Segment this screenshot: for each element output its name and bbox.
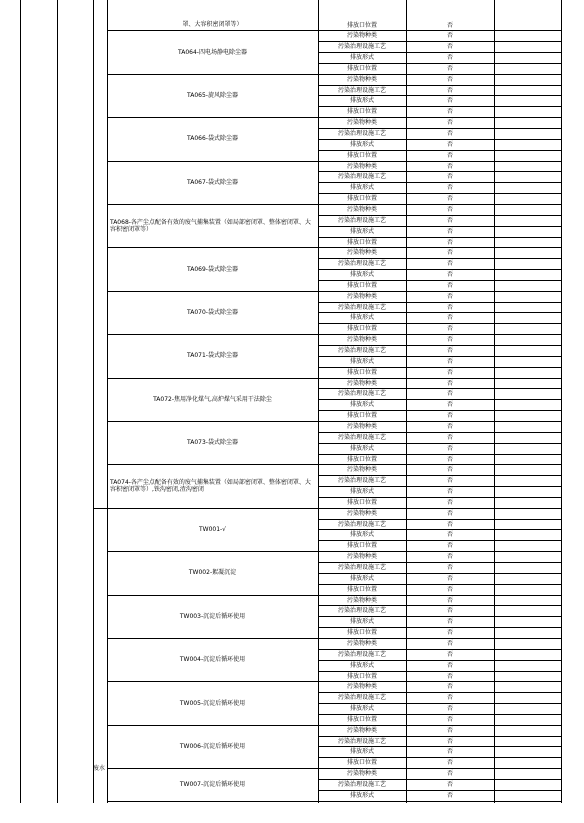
row-line — [318, 714, 561, 715]
value-cell: 否 — [446, 705, 453, 713]
value-cell: 否 — [446, 650, 453, 658]
row-line — [318, 128, 561, 129]
value-cell: 否 — [446, 694, 453, 702]
attribute-cell: 污染物种类 — [346, 726, 377, 734]
value-cell: 否 — [446, 32, 453, 40]
value-cell: 否 — [446, 661, 453, 669]
value-cell: 否 — [446, 509, 453, 517]
section-line — [107, 801, 561, 802]
value-cell: 否 — [446, 574, 453, 582]
row-line — [318, 454, 561, 455]
row-line — [318, 486, 561, 487]
value-cell: 否 — [446, 607, 453, 615]
section-line — [107, 161, 561, 162]
section-line — [107, 464, 561, 465]
value-cell: 否 — [446, 216, 453, 224]
value-cell: 否 — [446, 130, 453, 137]
value-cell: 否 — [446, 379, 453, 387]
attribute-cell: 污染治理设施工艺 — [337, 216, 386, 224]
section-line — [107, 378, 561, 379]
value-cell: 否 — [446, 64, 453, 72]
attribute-cell: 污染物种类 — [346, 162, 377, 170]
value-cell: 否 — [446, 498, 453, 506]
attribute-cell: 排放形式 — [349, 444, 374, 452]
attribute-cell: 污染治理设施工艺 — [337, 607, 386, 615]
value-cell: 否 — [446, 140, 453, 148]
section-label: 罩、大容积密闭罩等） — [182, 20, 243, 28]
value-cell: 否 — [446, 75, 453, 83]
value-cell: 否 — [446, 455, 453, 463]
value-cell: 否 — [446, 553, 453, 561]
value-cell: 否 — [446, 54, 453, 62]
row-line — [318, 63, 561, 64]
value-cell: 否 — [446, 292, 453, 300]
value-cell: 否 — [446, 531, 453, 539]
row-line — [318, 671, 561, 672]
attribute-cell: 排放形式 — [349, 574, 374, 582]
attribute-cell: 污染治理设施工艺 — [337, 173, 386, 181]
row-line — [318, 215, 561, 216]
value-cell: 否 — [446, 770, 453, 778]
attribute-cell: 污染物种类 — [346, 770, 377, 778]
row-line — [318, 193, 561, 194]
attribute-cell: 排放形式 — [349, 184, 374, 192]
column-line-8 — [561, 0, 562, 803]
row-line — [318, 139, 561, 140]
attribute-cell: 污染治理设施工艺 — [337, 347, 386, 354]
value-cell: 否 — [446, 433, 453, 441]
attribute-cell: 排放口位置 — [346, 108, 377, 116]
value-cell: 否 — [446, 781, 453, 788]
section-line — [107, 725, 561, 726]
value-cell: 否 — [446, 422, 453, 430]
attribute-cell: 排放口位置 — [346, 672, 377, 680]
value-cell: 否 — [446, 281, 453, 289]
section-label: TW007-沉淀后循环使用 — [179, 780, 246, 788]
attribute-cell: 排放形式 — [349, 401, 374, 409]
value-cell: 否 — [446, 357, 453, 365]
row-line — [318, 573, 561, 574]
row-line — [318, 85, 561, 86]
section-line — [107, 117, 561, 118]
row-line — [318, 562, 561, 563]
section-label: TW004-沉淀后循环使用 — [179, 656, 246, 664]
row-line — [318, 627, 561, 628]
value-cell: 否 — [446, 759, 453, 767]
attribute-cell: 污染治理设施工艺 — [337, 737, 386, 745]
section-line — [107, 204, 561, 205]
attribute-cell: 污染物种类 — [346, 336, 377, 344]
value-cell: 否 — [446, 303, 453, 311]
value-cell: 否 — [446, 271, 453, 279]
value-cell: 否 — [446, 314, 453, 322]
value-cell: 否 — [446, 737, 453, 745]
value-cell: 否 — [446, 184, 453, 192]
value-cell: 否 — [446, 564, 453, 571]
section-label: TA067-袋式除尘器 — [187, 178, 238, 186]
row-line — [318, 345, 561, 346]
section-label: TA071-袋式除尘器 — [187, 352, 238, 360]
attribute-cell: 排放口位置 — [346, 368, 377, 376]
row-line — [318, 356, 561, 357]
row-line — [318, 649, 561, 650]
value-cell: 否 — [446, 520, 453, 528]
category-line — [93, 508, 107, 509]
attribute-cell: 污染治理设施工艺 — [337, 86, 386, 94]
section-line — [107, 551, 561, 552]
section-label: TW002-絮凝沉淀 — [188, 569, 237, 577]
attribute-cell: 排放口位置 — [346, 238, 377, 246]
row-line — [318, 432, 561, 433]
value-cell: 否 — [446, 596, 453, 604]
value-cell: 否 — [446, 249, 453, 257]
attribute-cell: 排放口位置 — [346, 455, 377, 463]
attribute-cell: 排放形式 — [349, 271, 374, 279]
value-cell: 否 — [446, 205, 453, 213]
section-label: TA065-旋风除尘器 — [187, 91, 238, 99]
value-cell: 否 — [446, 227, 453, 235]
attribute-cell: 污染治理设施工艺 — [337, 520, 386, 528]
attribute-cell: 污染物种类 — [346, 119, 377, 127]
row-line — [318, 52, 561, 53]
section-line — [107, 681, 561, 682]
value-cell: 否 — [446, 21, 453, 29]
attribute-cell: 排放形式 — [349, 618, 374, 626]
section-label: TA070-袋式除尘器 — [187, 308, 238, 316]
value-cell: 否 — [446, 336, 453, 344]
value-cell: 否 — [446, 390, 453, 398]
attribute-cell: 污染物种类 — [346, 75, 377, 83]
attribute-cell: 污染治理设施工艺 — [337, 433, 386, 441]
section-label: TA068-各产尘点配备有效的废气捕集装置（如局部密闭罩、整体密闭罩、大容积密闭罩等） — [110, 218, 311, 233]
category-label-wastewater: 废水 — [93, 765, 106, 772]
attribute-cell: 污染治理设施工艺 — [337, 781, 386, 788]
section-line — [107, 508, 561, 509]
attribute-cell: 污染物种类 — [346, 466, 377, 474]
attribute-cell: 污染物种类 — [346, 249, 377, 257]
row-line — [318, 703, 561, 704]
section-label: TA066-袋式除尘器 — [187, 135, 238, 143]
attribute-cell: 污染治理设施工艺 — [337, 694, 386, 702]
column-line-2 — [57, 0, 58, 803]
value-cell: 否 — [446, 86, 453, 94]
value-cell: 否 — [446, 347, 453, 354]
row-line — [318, 443, 561, 444]
section-line — [107, 291, 561, 292]
attribute-cell: 排放形式 — [349, 531, 374, 539]
value-cell: 否 — [446, 412, 453, 420]
row-line — [318, 497, 561, 498]
value-cell: 否 — [446, 195, 453, 203]
value-cell: 否 — [446, 119, 453, 127]
attribute-cell: 污染治理设施工艺 — [337, 260, 386, 268]
attribute-cell: 排放口位置 — [346, 585, 377, 593]
value-cell: 否 — [446, 683, 453, 691]
value-cell: 否 — [446, 629, 453, 637]
section-label: TW003-沉淀后循环使用 — [179, 612, 246, 620]
section-label: TA073-袋式除尘器 — [187, 439, 238, 447]
section-line — [107, 638, 561, 639]
column-line-3 — [93, 0, 94, 803]
attribute-cell: 污染物种类 — [346, 509, 377, 517]
attribute-cell: 污染治理设施工艺 — [337, 43, 386, 51]
row-line — [318, 269, 561, 270]
row-line — [318, 519, 561, 520]
attribute-cell: 排放形式 — [349, 314, 374, 322]
attribute-cell: 排放口位置 — [346, 64, 377, 72]
attribute-cell: 污染物种类 — [346, 205, 377, 213]
value-cell: 否 — [446, 791, 453, 799]
value-cell: 否 — [446, 748, 453, 756]
attribute-cell: 排放口位置 — [346, 412, 377, 420]
row-line — [318, 410, 561, 411]
value-cell: 否 — [446, 726, 453, 734]
section-line — [107, 30, 561, 31]
row-line — [318, 367, 561, 368]
column-line-7 — [494, 0, 495, 803]
attribute-cell: 污染物种类 — [346, 553, 377, 561]
attribute-cell: 排放形式 — [349, 791, 374, 799]
value-cell: 否 — [446, 108, 453, 116]
attribute-cell: 排放形式 — [349, 54, 374, 62]
row-line — [318, 226, 561, 227]
value-cell: 否 — [446, 488, 453, 496]
attribute-cell: 排放形式 — [349, 661, 374, 669]
section-label: TW001-√ — [198, 525, 227, 533]
column-line-1 — [20, 0, 21, 803]
attribute-cell: 排放形式 — [349, 357, 374, 365]
value-cell: 否 — [446, 542, 453, 550]
value-cell: 否 — [446, 162, 453, 170]
attribute-cell: 污染物种类 — [346, 422, 377, 430]
attribute-cell: 污染治理设施工艺 — [337, 650, 386, 658]
attribute-cell: 污染治理设施工艺 — [337, 390, 386, 398]
attribute-cell: 排放口位置 — [346, 195, 377, 203]
section-line — [107, 595, 561, 596]
attribute-cell: 排放口位置 — [346, 151, 377, 159]
attribute-cell: 排放口位置 — [346, 21, 377, 29]
attribute-cell: 排放口位置 — [346, 715, 377, 723]
section-label: TA069-袋式除尘器 — [187, 265, 238, 273]
attribute-cell: 排放口位置 — [346, 498, 377, 506]
attribute-cell: 污染治理设施工艺 — [337, 564, 386, 571]
attribute-cell: 排放形式 — [349, 748, 374, 756]
section-line — [107, 74, 561, 75]
attribute-cell: 污染物种类 — [346, 639, 377, 647]
section-line — [107, 768, 561, 769]
attribute-cell: 排放口位置 — [346, 629, 377, 637]
value-cell: 否 — [446, 173, 453, 181]
attribute-cell: 排放形式 — [349, 97, 374, 105]
attribute-cell: 污染物种类 — [346, 596, 377, 604]
attribute-cell: 污染物种类 — [346, 379, 377, 387]
attribute-cell: 排放口位置 — [346, 542, 377, 550]
attribute-cell: 排放形式 — [349, 705, 374, 713]
value-cell: 否 — [446, 238, 453, 246]
value-cell: 否 — [446, 97, 453, 105]
attribute-cell: 排放形式 — [349, 140, 374, 148]
attribute-cell: 排放口位置 — [346, 759, 377, 767]
section-label: TW005-沉淀后循环使用 — [179, 699, 246, 707]
value-cell: 否 — [446, 151, 453, 159]
value-cell: 否 — [446, 585, 453, 593]
attribute-cell: 排放形式 — [349, 227, 374, 235]
row-line — [318, 302, 561, 303]
value-cell: 否 — [446, 368, 453, 376]
value-cell: 否 — [446, 715, 453, 723]
value-cell: 否 — [446, 618, 453, 626]
attribute-cell: 排放口位置 — [346, 281, 377, 289]
section-label: TA064-四电场静电除尘器 — [178, 48, 247, 56]
value-cell: 否 — [446, 477, 453, 485]
value-cell: 否 — [446, 466, 453, 474]
row-line — [318, 779, 561, 780]
value-cell: 否 — [446, 639, 453, 647]
value-cell: 否 — [446, 325, 453, 333]
value-cell: 否 — [446, 43, 453, 51]
attribute-cell: 污染治理设施工艺 — [337, 477, 386, 485]
attribute-cell: 污染物种类 — [346, 32, 377, 40]
section-label: TA072-焦用净化煤气,高炉煤气采用干法除尘 — [153, 395, 272, 403]
row-line — [318, 150, 561, 151]
row-line — [318, 736, 561, 737]
section-line — [107, 334, 561, 335]
attribute-cell: 污染治理设施工艺 — [337, 130, 386, 137]
value-cell: 否 — [446, 444, 453, 452]
attribute-cell: 污染物种类 — [346, 292, 377, 300]
row-line — [318, 280, 561, 281]
attribute-cell: 污染物种类 — [346, 683, 377, 691]
attribute-cell: 污染治理设施工艺 — [337, 303, 386, 311]
value-cell: 否 — [446, 401, 453, 409]
attribute-cell: 排放口位置 — [346, 325, 377, 333]
row-line — [318, 584, 561, 585]
row-line — [318, 660, 561, 661]
row-line — [318, 790, 561, 791]
section-line — [107, 247, 561, 248]
section-line — [107, 421, 561, 422]
section-label: TA074-各产尘点配备有效的废气捕集装置（如局部密闭罩、整体密闭罩、大容积密闭罩等）,铁沟密闭,渣沟密闭 — [110, 479, 311, 494]
value-cell: 否 — [446, 260, 453, 268]
value-cell: 否 — [446, 672, 453, 680]
attribute-cell: 排放形式 — [349, 488, 374, 496]
row-line — [318, 237, 561, 238]
section-label: TW006-沉淀后循环使用 — [179, 742, 246, 750]
